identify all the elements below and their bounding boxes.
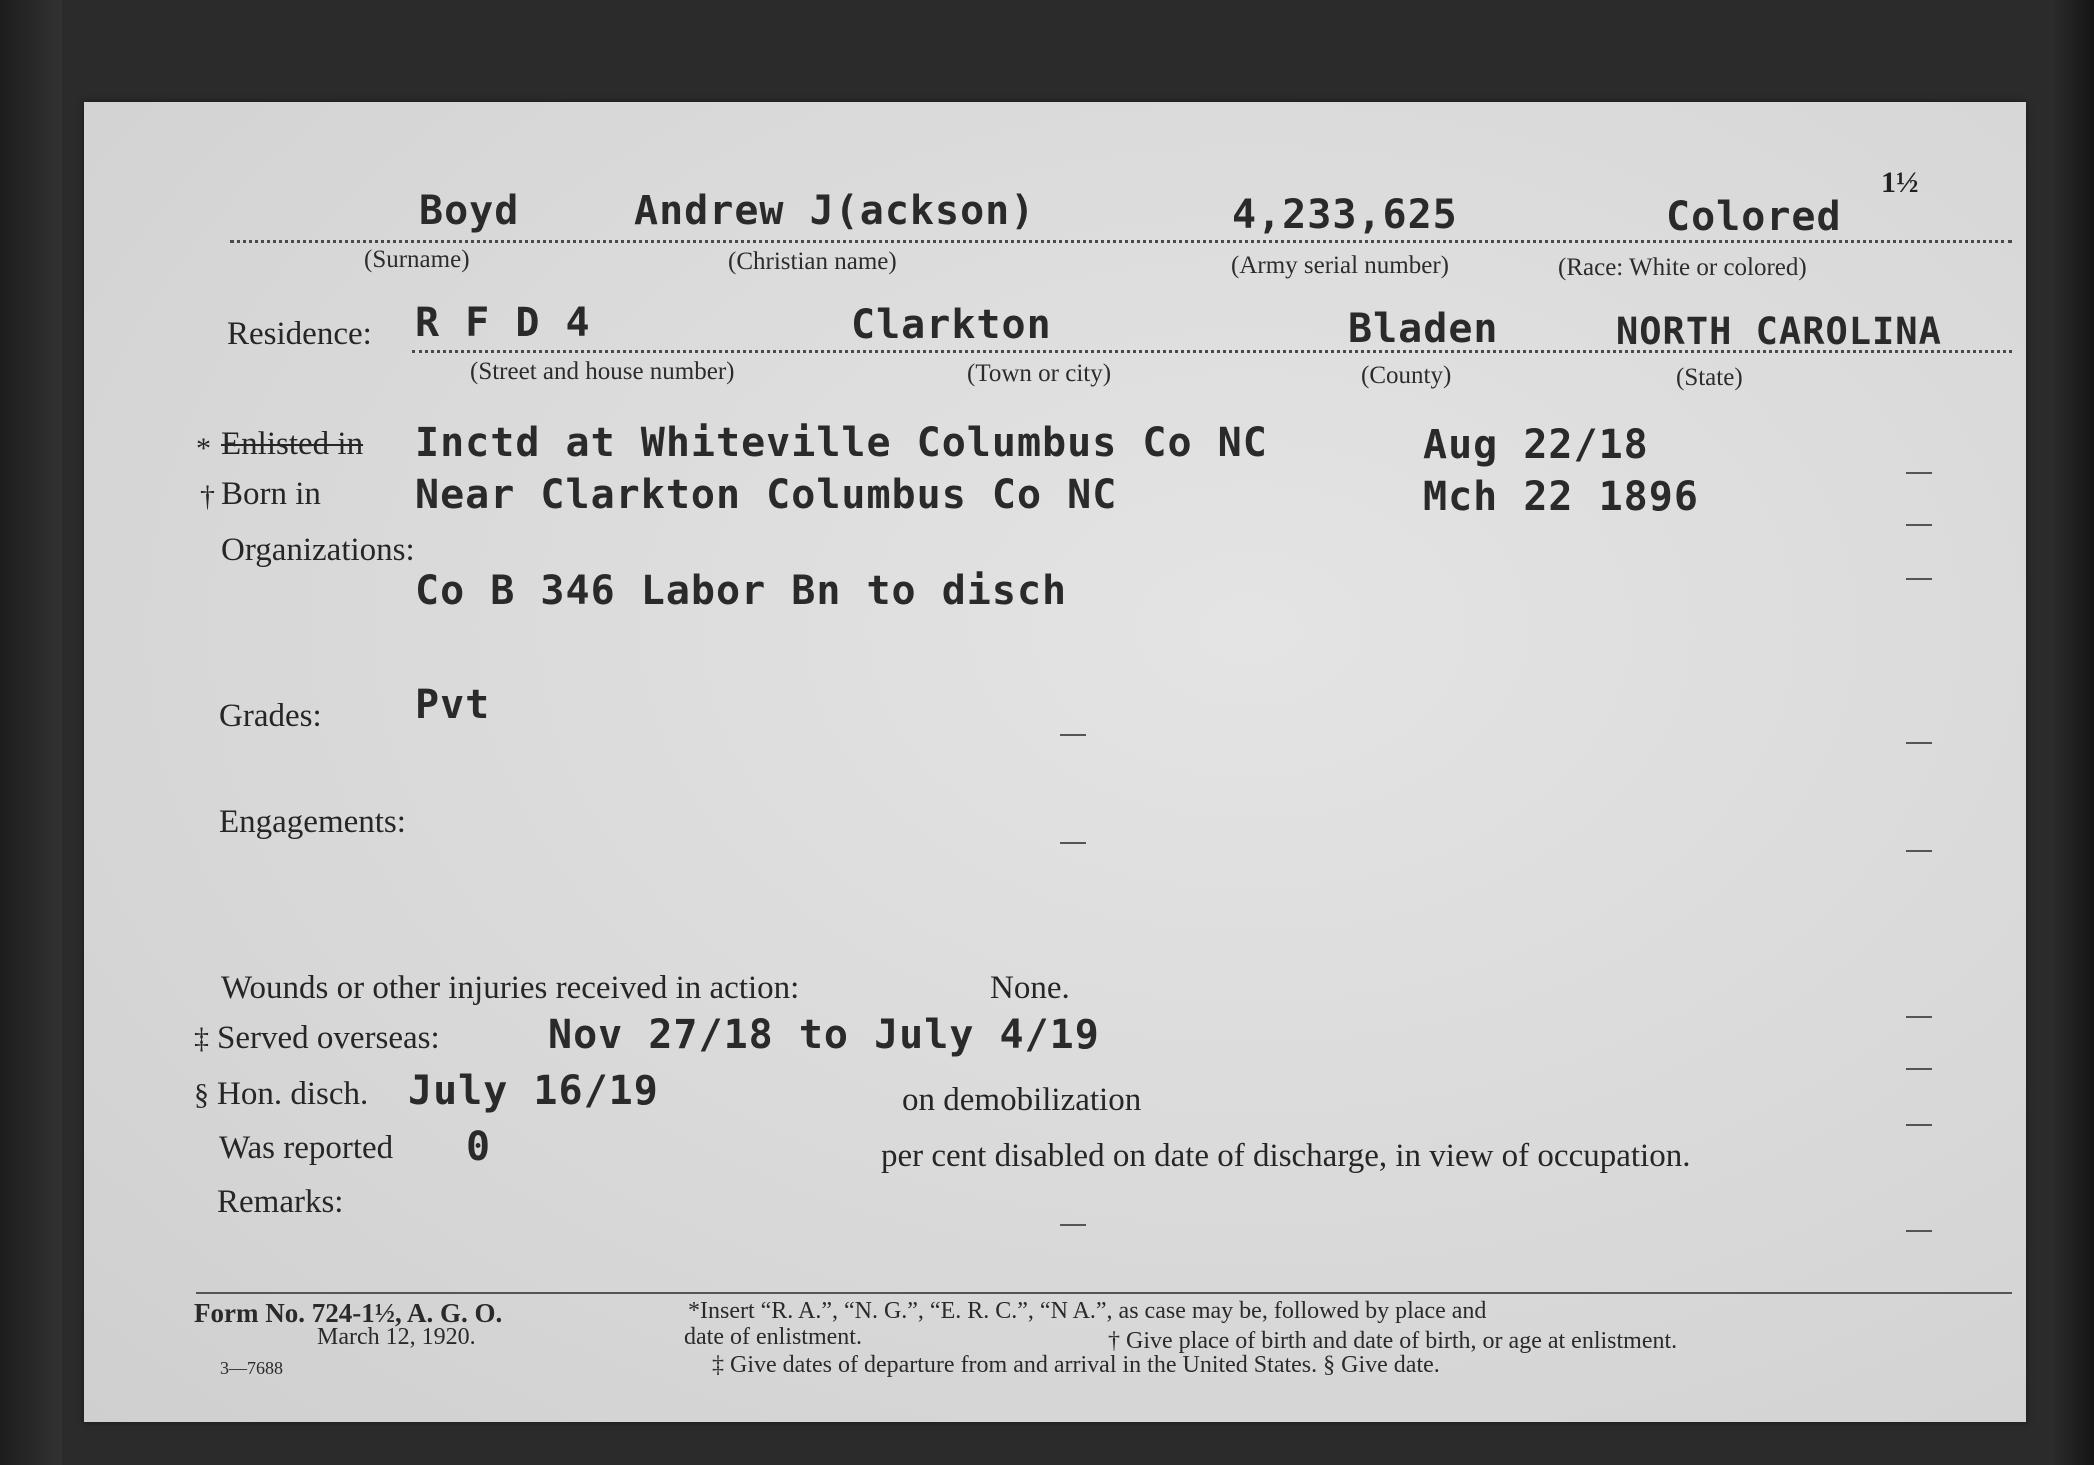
enlisted-marker: * xyxy=(196,432,211,465)
born-date: Mch 22 1896 xyxy=(1423,474,1699,520)
grades-label: Grades: xyxy=(219,698,322,734)
disability-label: Was reported xyxy=(219,1130,394,1166)
state-caption: (State) xyxy=(1676,364,1743,391)
margin-dash xyxy=(1906,1124,1932,1126)
discharge-note: on demobilization xyxy=(902,1082,1142,1118)
wounds-label: Wounds or other injuries received in action: xyxy=(221,970,800,1006)
overseas-label: Served overseas: xyxy=(217,1020,440,1056)
scan-background-right xyxy=(2054,0,2094,1465)
serial-number-value: 4,233,625 xyxy=(1232,192,1458,238)
remarks-label: Remarks: xyxy=(217,1184,344,1220)
overseas-marker: ‡ xyxy=(194,1022,209,1055)
column-dash xyxy=(1060,1224,1086,1226)
serial-caption: (Army serial number) xyxy=(1231,252,1449,279)
margin-dash xyxy=(1906,850,1932,852)
footnote-line-3: ‡ Give dates of departure from and arrival in the United States. § Give date. xyxy=(712,1352,1440,1378)
service-record-card xyxy=(84,102,2026,1422)
residence-street-value: R F D 4 xyxy=(415,300,591,346)
enlisted-label: Enlisted in xyxy=(221,426,364,462)
margin-dash xyxy=(1906,742,1932,744)
footnote-line-2b: † Give place of birth and date of birth, or age at enlistment. xyxy=(1108,1328,1678,1354)
residence-state-value: NORTH CAROLINA xyxy=(1616,310,1942,353)
overseas-value: Nov 27/18 to July 4/19 xyxy=(548,1012,1100,1058)
margin-dash xyxy=(1906,1068,1932,1070)
wounds-value: None. xyxy=(990,970,1070,1006)
disability-note: per cent disabled on date of discharge, in view of occupation. xyxy=(881,1138,1691,1174)
town-caption: (Town or city) xyxy=(967,360,1112,387)
scan-background-left xyxy=(0,0,62,1465)
print-code: 3—7688 xyxy=(220,1358,283,1378)
footnote-line-1: *Insert “R. A.”, “N. G.”, “E. R. C.”, “N A.”, as case may be, followed by place and xyxy=(688,1298,1487,1324)
christian-name-value: Andrew J(ackson) xyxy=(634,188,1036,234)
residence-county-value: Bladen xyxy=(1348,306,1499,352)
christian-name-caption: (Christian name) xyxy=(728,248,897,275)
race-value: Colored xyxy=(1666,194,1842,240)
organizations-value: Co B 346 Labor Bn to disch xyxy=(415,568,1068,614)
margin-dash xyxy=(1906,1016,1932,1018)
footnote-line-2a: date of enlistment. xyxy=(684,1324,862,1350)
margin-dash xyxy=(1906,524,1932,526)
surname-caption: (Surname) xyxy=(364,246,470,273)
form-date: March 12, 1920. xyxy=(317,1324,476,1350)
column-dash xyxy=(1060,734,1086,736)
column-dash xyxy=(1060,842,1086,844)
margin-dash xyxy=(1906,578,1932,580)
footer-rule xyxy=(196,1292,2012,1294)
county-caption: (County) xyxy=(1361,362,1452,389)
discharge-value: July 16/19 xyxy=(408,1068,659,1114)
residence-dotted-line xyxy=(412,350,2012,353)
enlisted-date: Aug 22/18 xyxy=(1423,422,1649,468)
street-caption: (Street and house number) xyxy=(470,358,735,385)
disability-value: 0 xyxy=(466,1124,492,1170)
discharge-label: Hon. disch. xyxy=(217,1076,369,1112)
residence-label: Residence: xyxy=(227,316,372,352)
race-caption: (Race: White or colored) xyxy=(1558,254,1807,281)
discharge-marker: § xyxy=(194,1078,209,1111)
organizations-label: Organizations: xyxy=(221,532,415,568)
form-number: Form No. 724-1½, A. G. O. xyxy=(194,1298,503,1328)
surname-value: Boyd xyxy=(419,188,520,234)
grades-value: Pvt xyxy=(415,682,491,728)
header-dotted-line xyxy=(230,240,2012,243)
born-marker: † xyxy=(200,480,215,513)
residence-town-value: Clarkton xyxy=(851,302,1052,348)
engagements-label: Engagements: xyxy=(219,804,406,840)
card-number: 1½ xyxy=(1881,166,1919,199)
born-label: Born in xyxy=(221,476,321,512)
margin-dash xyxy=(1906,472,1932,474)
born-value: Near Clarkton Columbus Co NC xyxy=(415,472,1118,518)
margin-dash xyxy=(1906,1230,1932,1232)
enlisted-value: Inctd at Whiteville Columbus Co NC xyxy=(415,420,1268,466)
